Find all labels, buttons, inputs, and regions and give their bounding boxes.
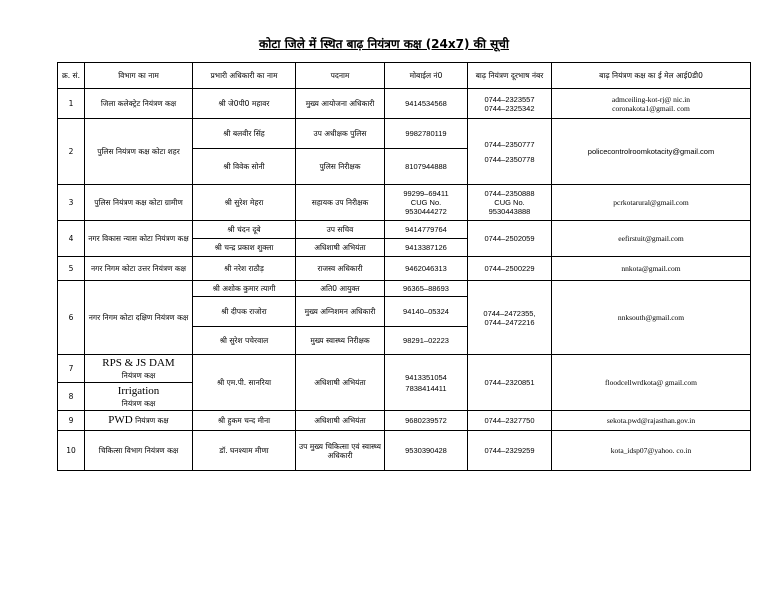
header-email: बाढ़ नियंत्रण कक्ष का ई मेल आई0डी0 [552,63,751,89]
table-row [58,411,751,431]
header-mobile: मोबाईल नं0 [385,63,468,89]
designation-cell: अति0 आयुक्त [296,281,385,297]
designation-cell: मुख्य अग्निशमन अधिकारी [296,297,385,327]
table-row [58,281,751,297]
phone-line: 0744–2472216 [484,317,535,327]
phone-cell: 0744–2500229 [468,257,552,281]
header-row [58,63,751,89]
table-row [58,355,751,383]
header-designation: पदनाम [296,63,385,89]
email-cell [552,185,751,221]
mobile-cell: 96365–88693 [385,281,468,297]
header-sno: क्र. सं. [58,63,85,89]
email-link[interactable]: nnksouth@gmail.com [617,313,685,322]
table-row [58,221,751,239]
dept-cell: पुलिस नियंत्रण कक्ष कोटा ग्रामीण [85,185,193,221]
designation-cell: उप मुख्य चिकित्सा एवं स्वास्थ्य अधिकारी [296,431,385,471]
mobile-cell: 9530390428 [385,431,468,471]
dept-cell: नगर निगम कोटा उत्तर नियंत्रण कक्ष [85,257,193,281]
dept-hindi: नियंत्रण कक्ष [135,415,169,425]
dept-cell [85,355,193,383]
mobile-line: 9530444272 [405,207,447,216]
officer-cell: श्री चंदन दूबे [193,221,296,239]
phone-cell [468,119,552,185]
email-link[interactable]: eefirstuit@gmail.com [618,234,684,243]
table-row [58,89,751,119]
email-link[interactable]: policecontrolroomkotacity@gmail.com [587,147,715,156]
table-row [58,185,751,221]
phone-line: 0744–2350888 [484,189,535,198]
sno-cell: 9 [58,411,85,431]
phone-line: 0744–2325342 [484,103,535,113]
dept-cell: नगर विकास न्यास कोटा नियंत्रण कक्ष [85,221,193,257]
sno-cell: 4 [58,221,85,257]
dept-english: PWD [108,413,133,426]
designation-cell: अधिशाषी अभियंता [296,239,385,257]
designation-cell: सहायक उप निरीक्षक [296,185,385,221]
sno-cell: 1 [58,89,85,119]
dept-cell: नगर निगम कोटा दक्षिण नियंत्रण कक्ष [85,281,193,355]
designation-cell: राजस्व अधिकारी [296,257,385,281]
phone-cell [468,185,552,221]
designation-cell: पुलिस निरीक्षक [296,149,385,185]
mobile-cell [385,355,468,411]
sno-cell: 10 [58,431,85,471]
phone-line: 9530443888 [488,207,531,216]
designation-cell: मुख्य स्वास्थ्य निरीक्षक [296,327,385,355]
mobile-line: 7838414411 [405,383,447,393]
officer-cell: श्री जे0पी0 महावर [193,89,296,119]
officer-cell: श्री अशोक कुमार त्यागी [193,281,296,297]
officer-cell: श्री चन्द्र प्रकाश शुक्ला [193,239,296,257]
email-link[interactable]: floodcellwrdkota@ gmail.com [605,378,697,387]
sno-cell: 3 [58,185,85,221]
designation-cell: उप अधीक्षक पुलिस [296,119,385,149]
officer-cell: श्री एम.पी. सानरिया [193,355,296,411]
mobile-line: CUG No. [410,198,442,207]
email-link[interactable]: kota_idsp07@yahoo. co.in [610,446,692,455]
phone-line: 0744–2350778 [484,154,535,164]
mobile-cell: 9462046313 [385,257,468,281]
designation-cell: अधिशाषी अभियंता [296,411,385,431]
table-row [58,257,751,281]
flood-control-table [57,62,751,471]
mobile-line: 9413351054 [405,372,447,382]
email-cell [552,89,751,119]
header-dept: विभाग का नाम [85,63,193,89]
table-row [58,119,751,149]
email-link[interactable]: sekota.pwd@rajasthan.gov.in [606,416,696,425]
phone-cell: 0744–2320851 [468,355,552,411]
designation-cell: अधिशाषी अभियंता [296,355,385,411]
header-officer: प्रभारी अधिकारी का नाम [193,63,296,89]
mobile-cell: 8107944888 [385,149,468,185]
page-title: कोटा जिले में स्थित बाढ़ नियंत्रण कक्ष (24x7) की सूची [259,37,509,51]
email-cell [552,257,751,281]
email-link[interactable]: nnkota@gmail.com [621,264,681,273]
officer-cell: श्री विवेक सोनी [193,149,296,185]
sno-cell: 7 [58,355,85,383]
dept-english: RPS & JS DAM [102,357,175,370]
email-cell [552,411,751,431]
dept-hindi: नियंत्रण कक्ष [121,398,156,408]
email-link[interactable]: pcrkotarural@gmail.com [613,198,689,207]
email-cell [552,221,751,257]
dept-hindi: नियंत्रण कक्ष [121,370,156,380]
officer-cell: श्री बलवीर सिंह [193,119,296,149]
dept-cell: जिला कलेक्ट्रेट नियंत्रण कक्ष [85,89,193,119]
mobile-cell: 9414779764 [385,221,468,239]
mobile-cell [385,185,468,221]
phone-cell: 0744–2327750 [468,411,552,431]
officer-cell: श्री सुरेश मेहरा [193,185,296,221]
header-phone: बाढ़ नियंत्रण दूरभाष नंबर [468,63,552,89]
email-cell [552,355,751,411]
mobile-cell: 9680239572 [385,411,468,431]
sno-cell: 5 [58,257,85,281]
email-link[interactable]: coronakota1@gmail. com [612,103,690,113]
phone-cell: 0744–2329259 [468,431,552,471]
sno-cell: 8 [58,383,85,411]
phone-cell [468,281,552,355]
dept-english: Irrigation [117,385,160,398]
phone-cell [468,89,552,119]
officer-cell: श्री नरेश राठौड़ [193,257,296,281]
phone-line: CUG No. [494,198,525,207]
officer-cell: श्री सुरेश पचेरवाल [193,327,296,355]
dept-cell: चिकित्सा विभाग नियंत्रण कक्ष [85,431,193,471]
designation-cell: मुख्य आयोजना अधिकारी [296,89,385,119]
mobile-cell: 94140–05324 [385,297,468,327]
mobile-cell: 9414534568 [385,89,468,119]
mobile-cell: 9982780119 [385,119,468,149]
dept-cell: पुलिस नियंत्रण कक्ष कोटा शहर [85,119,193,185]
mobile-cell: 9413387126 [385,239,468,257]
dept-cell [85,383,193,411]
sno-cell: 2 [58,119,85,185]
phone-line: 0744–2323557 [484,94,535,104]
phone-line: 0744–2472355, [483,308,536,318]
sno-cell: 6 [58,281,85,355]
dept-cell [85,411,193,431]
officer-cell: डॉ. घनश्याम मीणा [193,431,296,471]
email-cell [552,119,751,185]
email-link[interactable]: admceiling-kot-rj@ nic.in [611,94,691,104]
phone-cell: 0744–2502059 [468,221,552,257]
officer-cell: श्री हुकम चन्द मीना [193,411,296,431]
mobile-line: 99299–69411 [403,189,449,198]
phone-line: 0744–2350777 [484,139,535,149]
designation-cell: उप सचिव [296,221,385,239]
mobile-cell: 98291–02223 [385,327,468,355]
table-row [58,431,751,471]
email-cell [552,281,751,355]
officer-cell: श्री दीपक राजोरा [193,297,296,327]
email-cell [552,431,751,471]
